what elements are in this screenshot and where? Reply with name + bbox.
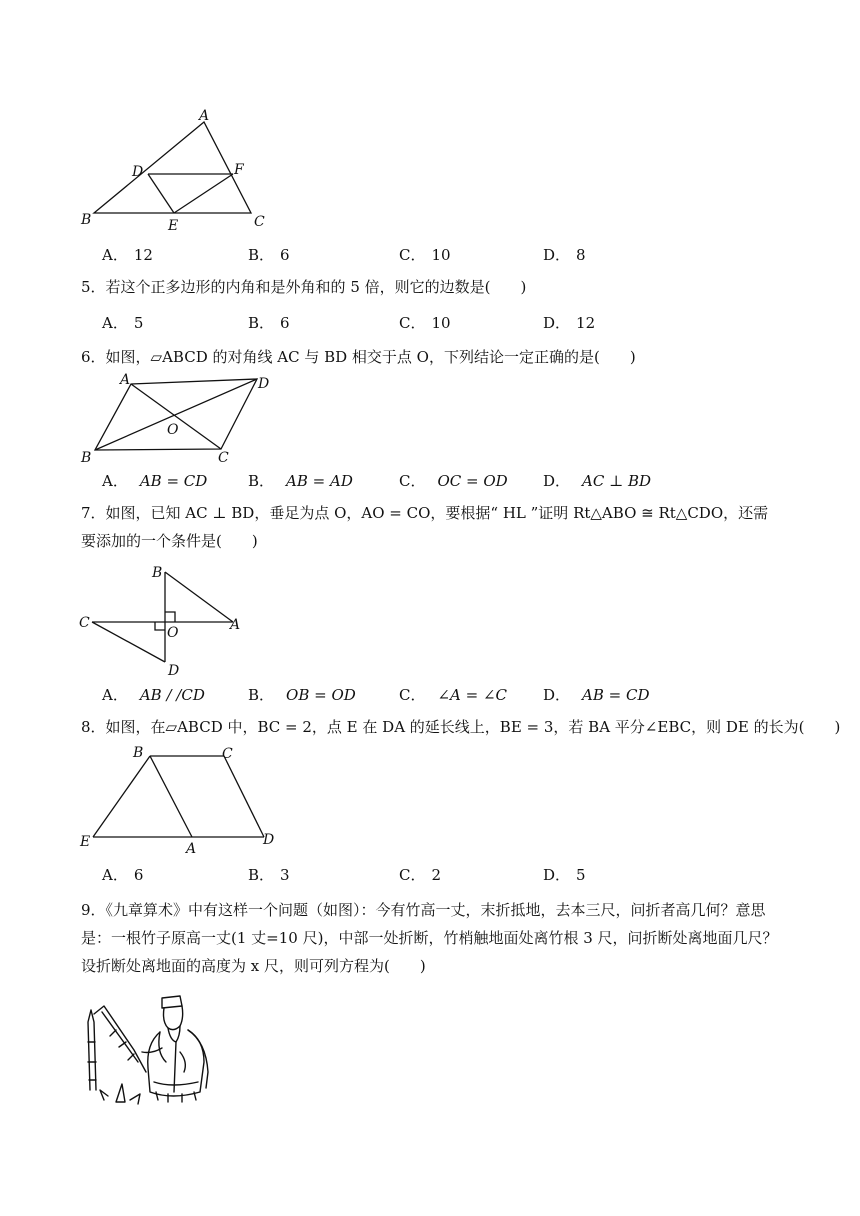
q6-option-c[interactable]: C． OC = OD <box>399 472 508 490</box>
q6-option-a[interactable]: A． AB = CD <box>102 472 208 490</box>
label-A: A <box>230 617 241 633</box>
label-B: B <box>152 565 163 581</box>
q7-option-a[interactable]: A． AB / /CD <box>102 686 205 704</box>
question-6-text: 6．如图，▱ABCD 的对角线 AC 与 BD 相交于点 O，下列结论一定正确的是( ) <box>81 348 636 366</box>
label-D: D <box>168 663 180 679</box>
label-E: E <box>168 218 179 234</box>
q5-option-b[interactable]: B． 6 <box>248 314 290 332</box>
question-8-text: 8．如图，在▱ABCD 中，BC = 2，点 E 在 DA 的延长线上，BE = 3，若 BA 平分∠EBC，则 DE 的长为( ) <box>81 718 841 736</box>
q7-option-c[interactable]: C． ∠A = ∠C <box>399 686 508 704</box>
q7-option-b[interactable]: B． OB = OD <box>248 686 356 704</box>
label-B: B <box>81 450 92 465</box>
q4-option-d[interactable]: D． 8 <box>543 246 586 264</box>
figure-q9-bamboo-scholar-illustration <box>76 992 226 1108</box>
q5-option-c[interactable]: C． 10 <box>399 314 451 332</box>
q6-option-d[interactable]: D． AC ⊥ BD <box>543 472 652 490</box>
figure-q8-parallelogram <box>76 740 286 860</box>
label-E: E <box>80 834 91 850</box>
label-F: F <box>234 162 244 178</box>
q7-option-d[interactable]: D． AB = CD <box>543 686 650 704</box>
question-9-text: 9．《九章算术》中有这样一个问题（如图）：今有竹高一丈，末折抵地，去本三尺，问折者高几何？意思是：一根竹子原高一丈(1 丈=10 尺)，中部一处折断，竹梢触地面处离竹根 3 尺，问折断处离地面几尺？设折断处离地面的高度为 x 尺，则可列方程为( ) <box>81 901 778 975</box>
label-D: D <box>263 832 275 848</box>
label-O: O <box>167 625 179 641</box>
label-C: C <box>222 746 233 762</box>
q4-option-b[interactable]: B． 6 <box>248 246 290 264</box>
label-O: O <box>167 422 179 438</box>
figure-q7-triangles <box>76 560 256 680</box>
q4-option-a[interactable]: A． 12 <box>102 246 153 264</box>
q8-option-d[interactable]: D． 5 <box>543 866 586 884</box>
q8-option-c[interactable]: C． 2 <box>399 866 442 884</box>
q8-option-a[interactable]: A． 6 <box>102 866 144 884</box>
label-A: A <box>120 372 131 388</box>
label-B: B <box>81 212 92 228</box>
q4-option-c[interactable]: C． 10 <box>399 246 451 264</box>
q6-option-b[interactable]: B． AB = AD <box>248 472 353 490</box>
q5-option-a[interactable]: A． 5 <box>102 314 144 332</box>
label-C: C <box>79 615 90 631</box>
figure-q6-parallelogram <box>76 370 276 465</box>
question-5-text: 5．若这个正多边形的内角和是外角和的 5 倍，则它的边数是( ) <box>81 278 527 296</box>
q8-option-b[interactable]: B． 3 <box>248 866 290 884</box>
label-C: C <box>218 450 229 465</box>
label-D: D <box>132 164 144 180</box>
label-A: A <box>186 841 197 857</box>
q5-option-d[interactable]: D． 12 <box>543 314 596 332</box>
figure-q4-triangle <box>76 104 276 234</box>
label-C: C <box>254 214 265 230</box>
question-7-text: 7．如图，已知 AC ⊥ BD，垂足为点 O，AO = CO，要根据“ HL ”证明 Rt△ABO ≅ Rt△CDO，还需要添加的一个条件是( ) <box>81 504 769 550</box>
label-A: A <box>199 108 210 124</box>
label-D: D <box>258 376 270 392</box>
label-B: B <box>133 745 144 761</box>
